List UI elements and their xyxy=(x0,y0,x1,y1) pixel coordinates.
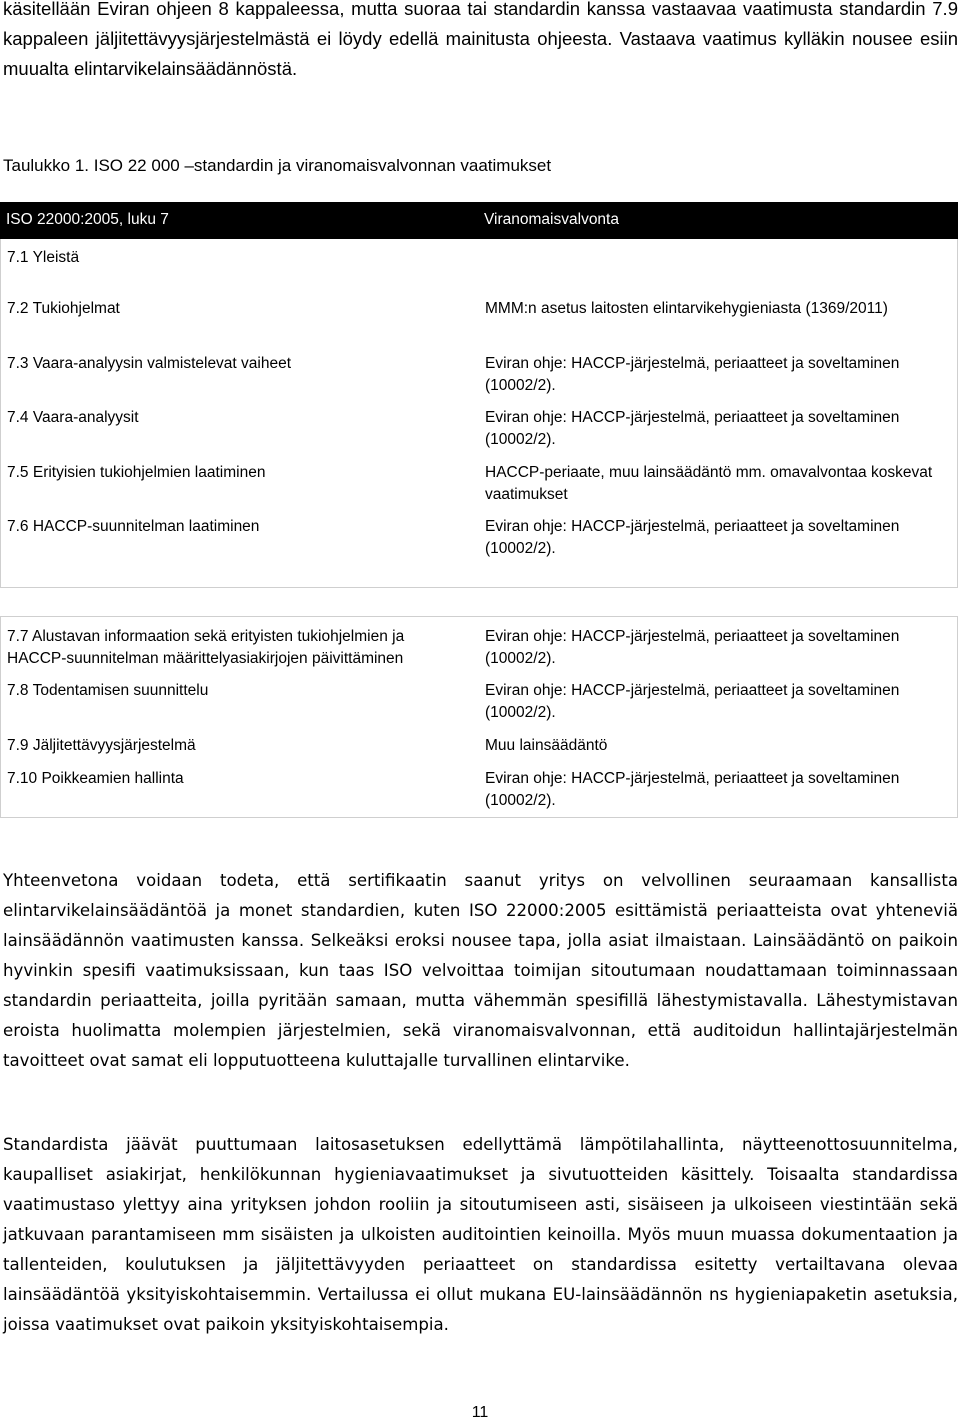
clause-cell: 7.5 Erityisien tukiohjelmien laatiminen xyxy=(7,464,266,481)
clause-cell: 7.2 Tukiohjelmat xyxy=(7,300,120,317)
paragraph-text: Standardista jäävät puuttumaan laitosasetuksen edellyttämä lämpötilahallinta, näytteenottosuunnitelma, kaupalliset asiakirjat, henkilökunnan hygieniavaatimukset ja sivutuotteiden käsittely. Toisaalta standardissa vaatimustaso ylettyy aina yrityksen johdon rooliin ja sitoutumiseen asti, sisäiseen ja ulkoiseen viestintään sekä jatkuvaan parantamiseen mm sisäisten ja ulkoisten auditointien keinoilla. Myös muun muassa dokumentaation ja tallenteiden, koulutuksen ja jäljitettävyyden periaatteet on standardissa esitetty vertailtavana olevaa lainsäädäntöä yksityiskohtaisemmin. Vertailussa ei ollut mukana EU-lainsäädännön ns hygieniapaketin asetuksia, joissa vaatimukset ovat paikoin yksityiskohtaisempia. xyxy=(3,1135,958,1334)
header-authority-column: Viranomaisvalvonta xyxy=(484,211,619,228)
intro-text: käsitellään Eviran ohjeen 8 kappaleessa, mutta suoraa tai standardin kanssa vastaavaa vaatimusta standardin 7.9 kappaleen jäljitettävyysjärjestelmästä ei löydy edellä mainitusta ohjeesta. Vastaava vaatimus kylläkin nousee esiin muualta elintarvikelainsäädännöstä. xyxy=(3,0,958,79)
authority-cell: Eviran ohje: HACCP-järjestelmä, periaatteet ja soveltaminen (10002/2). xyxy=(485,770,900,809)
clause-cell: 7.8 Todentamisen suunnittelu xyxy=(7,682,209,699)
clause-cell: 7.7 Alustavan informaation sekä erityisten tukiohjelmien ja HACCP-suunnitelman määrittelyasiakirjojen päivittäminen xyxy=(7,628,405,667)
authority-cell: Eviran ohje: HACCP-järjestelmä, periaatteet ja soveltaminen (10002/2). xyxy=(485,682,900,721)
clause-cell: 7.3 Vaara-analyysin valmistelevat vaiheet xyxy=(7,355,292,372)
authority-cell: HACCP-periaate, muu lainsäädäntö mm. omavalvontaa koskevat vaatimukset xyxy=(485,464,933,503)
table-header xyxy=(0,202,958,239)
clause-cell: 7.6 HACCP-suunnitelman laatiminen xyxy=(7,518,260,535)
authority-cell: MMM:n asetus laitosten elintarvikehygieniasta (1369/2011) xyxy=(485,300,888,317)
summary-paragraph xyxy=(3,866,958,1076)
authority-cell: Muu lainsäädäntö xyxy=(485,737,608,754)
table-section-1 xyxy=(0,239,958,588)
table-caption: Taulukko 1. ISO 22 000 –standardin ja viranomaisvalvonnan vaatimukset xyxy=(3,156,552,175)
clause-cell: 7.9 Jäljitettävyysjärjestelmä xyxy=(7,737,196,754)
authority-cell: Eviran ohje: HACCP-järjestelmä, periaatteet ja soveltaminen (10002/2). xyxy=(485,409,900,448)
page-number: 11 xyxy=(471,1404,489,1421)
table-section-2 xyxy=(0,616,958,818)
clause-cell: 7.4 Vaara-analyysit xyxy=(7,409,139,426)
clause-cell: 7.10 Poikkeamien hallinta xyxy=(7,770,184,787)
intro-paragraph xyxy=(3,0,958,84)
paragraph-text: Yhteenvetona voidaan todeta, että sertifikaatin saanut yritys on velvollinen seuraamaan kansallista elintarvikelainsäädäntöä ja monet standardien, kuten ISO 22000:2005 esittämistä periaatteista ovat yhteneviä lainsäädännön vaatimusten kanssa. Selkeäksi eroksi nousee tapa, jolla asiat ilmaistaan. Lainsäädäntö on paikoin hyvinkin spesifi vaatimuksissaan, kun taas ISO velvoittaa toimijan sitoutumaan noudattamaan toiminnassaan standardin periaatteita, joilla pyritään samaan, mutta vähemmän spesifillä lähestymistavalla. Lähestymistavan eroista huolimatta molempien järjestelmien, sekä viranomaisvalvonnan, että auditoidun hallintajärjestelmän tavoitteet ovat samat eli lopputuotteena kuluttajalle turvallinen elintarvike. xyxy=(3,871,958,1070)
authority-cell: Eviran ohje: HACCP-järjestelmä, periaatteet ja soveltaminen (10002/2). xyxy=(485,355,900,394)
clause-cell: 7.1 Yleistä xyxy=(7,249,80,266)
authority-cell: Eviran ohje: HACCP-järjestelmä, periaatteet ja soveltaminen (10002/2). xyxy=(485,518,900,557)
comparison-paragraph xyxy=(3,1130,958,1340)
header-iso-column: ISO 22000:2005, luku 7 xyxy=(6,211,169,228)
authority-cell: Eviran ohje: HACCP-järjestelmä, periaatteet ja soveltaminen (10002/2). xyxy=(485,628,900,667)
